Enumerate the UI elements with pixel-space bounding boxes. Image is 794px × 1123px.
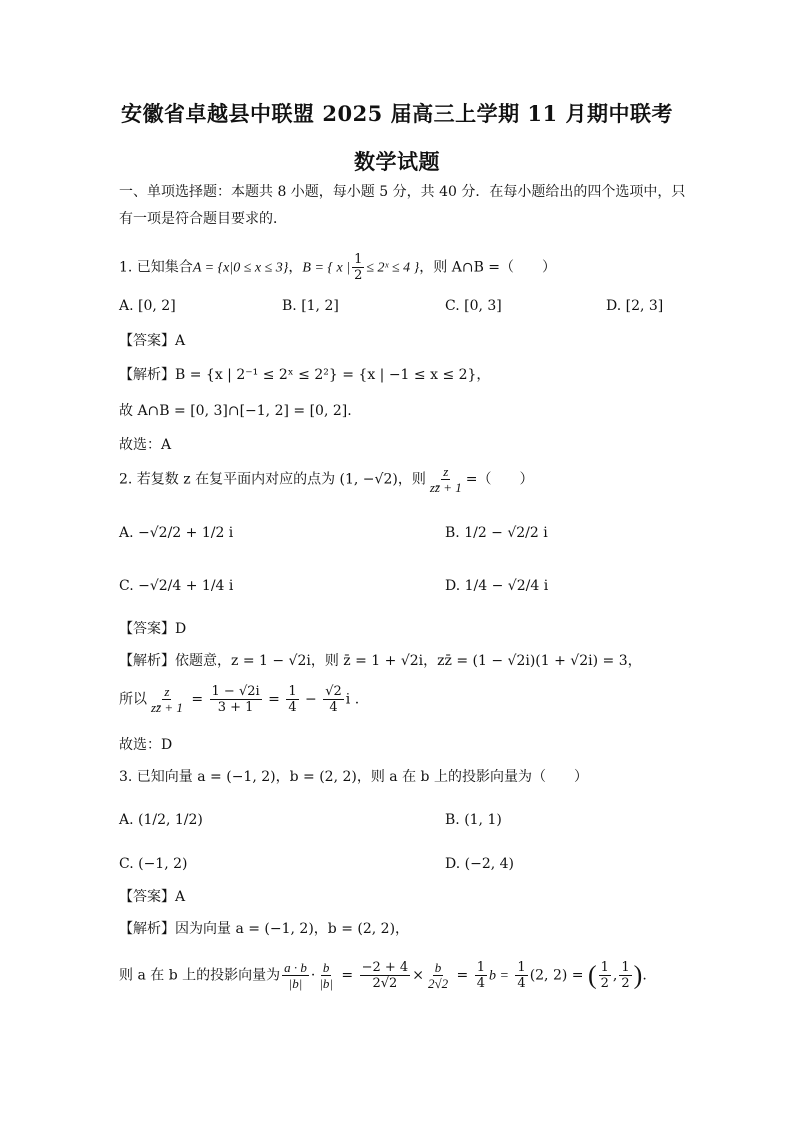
q3-option-d: D. (−2, 4) [445,856,514,872]
q3-a2-frac6 [515,960,527,991]
q2-stem-suffix: =（ ） [465,471,534,488]
q3-left-paren: ( [587,960,597,990]
q1-set-b-suffix: ≤ 2ˣ ≤ 4 } [366,260,420,276]
q3-f7-den: 2 [600,976,609,991]
q2-option-b: B. 1/2 − √2/2 i [445,525,548,541]
q2-option-c: C. −√2/4 + 1/4 i [119,578,234,594]
q3-a2-frac5 [475,960,487,991]
q3-f6-den: 4 [517,976,526,991]
q2-a2-f4-num: √2 [325,684,342,699]
q3-f1-den: |b| [288,976,303,991]
q1-answer: 【答案】A [119,333,186,349]
q3-answer: 【答案】A [119,889,186,905]
q1-option-a: A. [0, 2] [119,298,176,314]
q2-a2-f3-num: 1 [288,684,297,699]
q3-a2-frac4 [426,960,450,991]
q1-comma: ， [288,259,303,276]
q2-answer: 【答案】D [119,621,187,637]
q3-option-a: A. (1/2, 1/2) [119,812,203,828]
q3-a2-frac7 [599,960,611,991]
q3-f5-den: 4 [476,976,485,991]
q2-a2-f2-den: 3 + 1 [217,700,254,715]
q3-f2-num: b [322,960,330,975]
q1-set-b-prefix: B = { x | [302,260,351,276]
section-heading-line2: 有一项是符合题目要求的． [119,211,287,227]
q2-analysis-line2: 所以 $\frac{z}{zz̄ + 1}$ = $\frac{1 - √2i}{3 + 1}$ = $\frac{1}{4}$ − $\frac{√2}{4}$ i . [119,684,360,715]
q1-option-c: C. [0, 3] [445,298,502,314]
q2-a2-frac3 [286,684,298,715]
q3-f6-num: 1 [517,960,526,975]
q3-f8-den: 2 [621,976,630,991]
q3-f4-num: b [434,960,442,975]
q1-set-a: A = {x|0 ≤ x ≤ 3} [192,260,289,276]
q3-a2-frac3 [360,960,411,991]
q3-a2-frac8 [619,960,631,991]
q2-a2-prefix: 所以 [119,691,147,708]
q2-a2-f1-num: z [164,684,170,699]
q2-stem-prefix: 2. 若复数 z 在复平面内对应的点为 (1, −√2)，则 [119,471,426,488]
section-heading-line1: 一、单项选择题：本题共 8 小题，每小题 5 分，共 40 分．在每小题给出的四个选项中，只 [119,184,686,200]
q3-option-b: B. (1, 1) [445,812,502,828]
q3-right-paren: ) [633,960,643,990]
q3-a2-mid2: (2, 2) = [529,967,584,984]
q1-stem-suffix: ，则 A∩B =（ ） [419,259,557,276]
q2-a2-f1-den: zz̄ + 1 [151,700,183,715]
q2-analysis-line1: 【解析】依题意，z = 1 − √2i，则 z̄ = 1 + √2i，zz̄ = (1 − √2i)(1 + √2i) = 3， [119,653,642,669]
q2-option-a: A. −√2/2 + 1/2 i [119,525,234,541]
q1-stem-prefix: 1. 已知集合 [119,259,193,276]
q2-a2-f2-num: 1 − √2i [211,684,260,699]
q1-option-b: B. [1, 2] [282,298,339,314]
q3-f3-num: −2 + 4 [361,960,409,975]
page-title: 安徽省卓越县中联盟 2025 届高三上学期 11 月期中联考 [121,101,673,126]
q3-f7-num: 1 [600,960,609,975]
q1-analysis-line1: 【解析】B = {x | 2⁻¹ ≤ 2ˣ ≤ 2²} = {x | −1 ≤ x ≤ 2}， [119,367,491,383]
page-subtitle: 数学试题 [354,149,440,174]
q3-a2-frac2 [317,960,335,991]
q3-option-c: C. (−1, 2) [119,856,188,872]
q3-a2-end: . [642,967,647,984]
q3-analysis-line2: 则 a 在 b 上的投影向量为 $\frac{a \cdot b}{|b|}$ · $\frac{b}{|b|}$ = $\frac{-2 + 4}{2√2}$ × $\frac{b}{2√2}$ = $\frac{1}{4}$ b = $\frac{1}{4}$ (2, 2) = ( $\frac{1}{2}$ , $\frac{1}{2}$ ). [119,960,647,991]
q1-half-num: 1 [354,252,363,267]
q3-f3-den: 2√2 [372,976,398,991]
q3-f1-num: a · b [284,960,307,975]
q2-frac-num: z [443,464,449,479]
q2-a2-frac1 [149,684,185,715]
q3-f5-num: 1 [476,960,485,975]
q2-a2-frac2 [210,684,262,715]
q3-f2-den: |b| [319,976,333,991]
q1-choose: 故选：A [119,437,172,453]
q2-option-d: D. 1/4 − √2/4 i [445,578,549,594]
q3-a2-mid: b = [489,968,509,984]
q2-frac-den: zz̄ + 1 [429,480,462,495]
q3-a2-frac1 [282,960,309,991]
q2-a2-frac4 [323,684,344,715]
q1-analysis-line2: 故 A∩B = [0, 3]∩[−1, 2] = [0, 2]. [119,403,352,419]
q3-analysis-line1: 【解析】因为向量 a = (−1, 2)，b = (2, 2)， [119,921,410,937]
q2-stem [119,464,533,495]
q1-half-den: 2 [354,268,363,283]
q2-a2-f3-den: 4 [288,700,297,715]
q2-a2-f4-den: 4 [329,700,338,715]
q3-f8-num: 1 [621,960,630,975]
q2-a2-suffix: i . [345,691,360,708]
q3-stem: 3. 已知向量 a = (−1, 2)，b = (2, 2)，则 a 在 b 上的投影向量为（ ） [119,769,588,785]
q1-half-fraction [352,252,364,283]
q1-stem [119,252,556,283]
q2-choose: 故选：D [119,737,173,753]
q2-stem-fraction [428,464,464,495]
q3-f4-den: 2√2 [427,976,449,991]
q1-option-d: D. [2, 3] [606,298,664,314]
q3-a2-prefix: 则 a 在 b 上的投影向量为 [119,967,281,984]
